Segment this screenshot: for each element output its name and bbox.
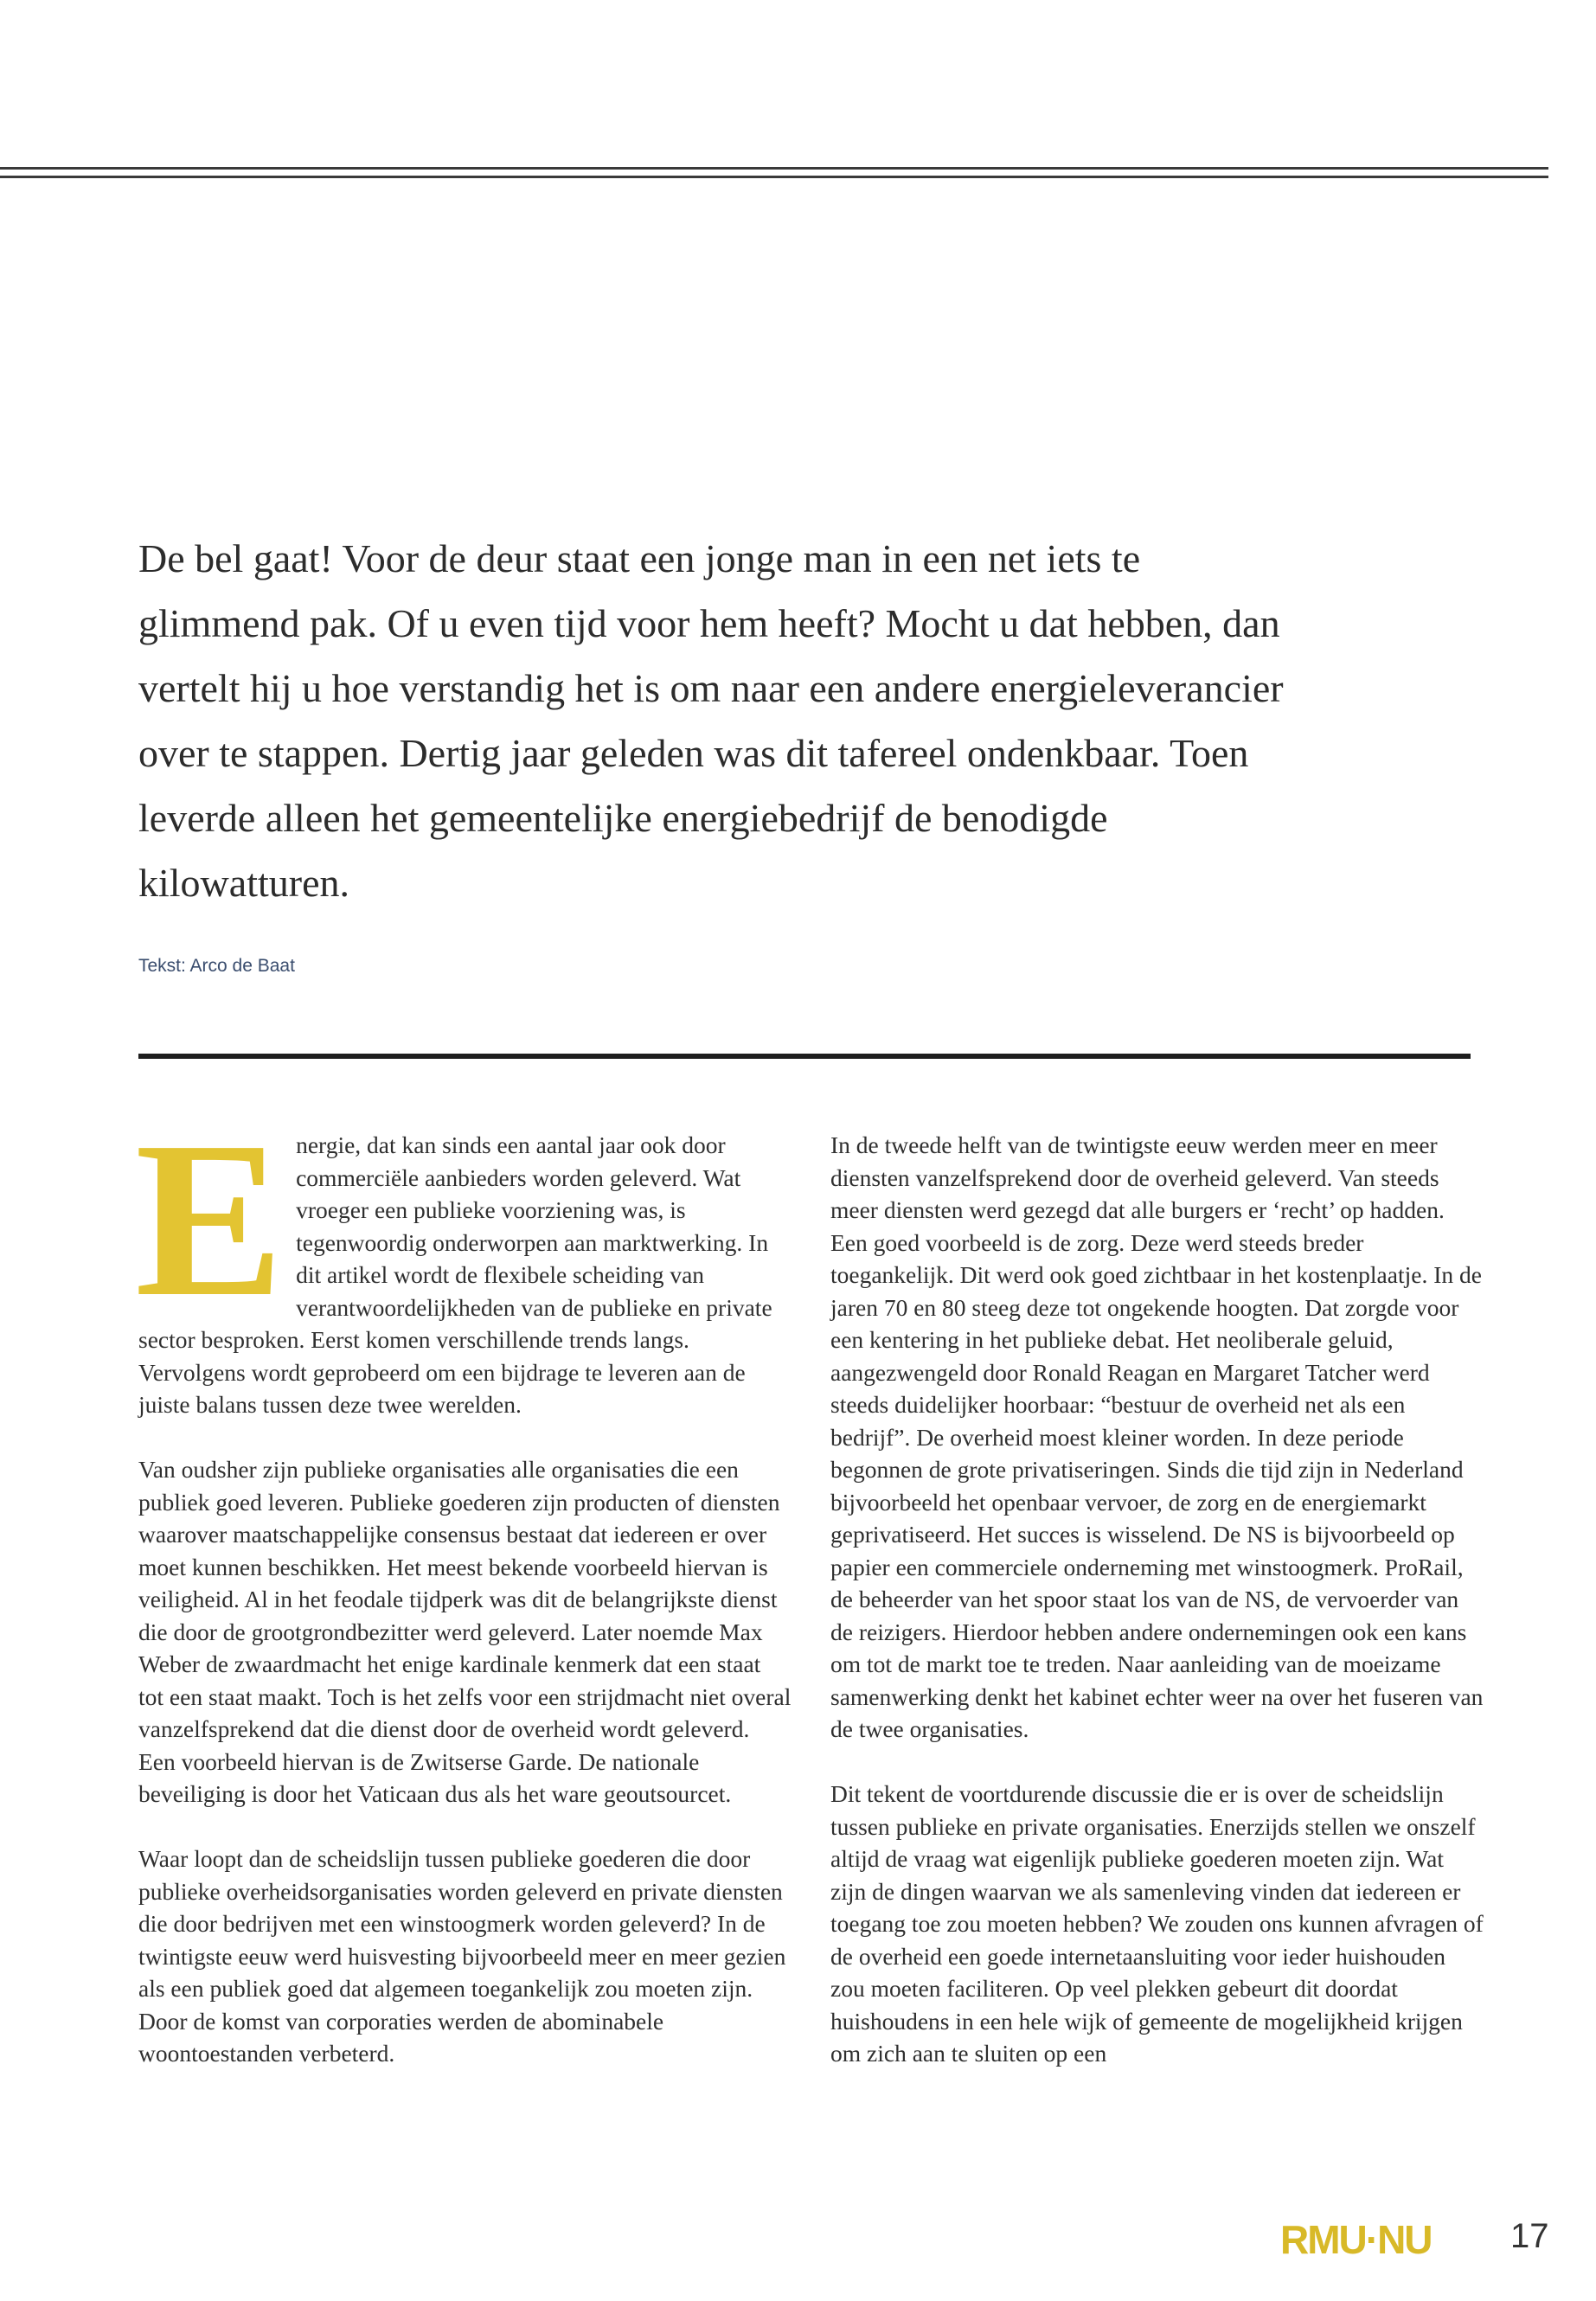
header-rule-top (0, 167, 1548, 170)
publication-logo: RMU·NU (1280, 2217, 1432, 2262)
section-divider (138, 1054, 1471, 1059)
page-number: 17 (1510, 2217, 1549, 2255)
header-rule-bottom (0, 176, 1548, 178)
byline: Tekst: Arco de Baat (138, 956, 295, 976)
intro-paragraph: De bel gaat! Voor de deur staat een jonge man in een net iets te glimmend pak. Of u even tijd voor hem heeft? Mocht u dat hebben, dan vertelt hij u hoe verstandig het is om naar een andere energieleverancier over te stappen. Dertig jaar geleden was dit tafereel ondenkbaar. Toen leverde alleen het gemeentelijke energiebedrijf de benodigde kilowatturen. (138, 536, 1284, 905)
opening-paragraph (135, 1095, 792, 1421)
opening-paragraph-text: nergie, dat kan sinds een aantal jaar ook door commerciële aanbieders worden geleverd. Wat vroeger een publieke voorziening was, is tegenwoordig onderworpen aan marktwerking. In dit artikel wordt de flexibele scheiding van verantwoordelijkheden van de publieke en private sector besproken. Eerst komen verschillende trends langs. Vervolgens wordt geprobeerd om een bijdrage te leveren aan de juiste balans tussen deze twee werelden. (138, 1131, 772, 1418)
body-paragraph: Dit tekent de voortdurende discussie die er is over de scheidslijn tussen publieke en private organisaties. Enerzijds stellen we onszelf altijd de vraag wat eigenlijk publieke goederen moeten zijn. Wat zijn de dingen waarvan we als samenleving vinden dat iedereen er toegang toe zou moeten hebben? We zouden ons kunnen afvragen of de overheid een goede internetaansluiting voor ieder huishouden zou moeten faciliteren. Op veel plekken gebeurt dit doordat huishoudens in een hele wijk of gemeente de mogelijkheid krijgen om zich aan te sluiten op een (830, 1780, 1484, 2067)
drop-cap: E (135, 1095, 285, 1343)
body-paragraph: Van oudsher zijn publieke organisaties alle organisaties die een publiek goed leveren. Publieke goederen zijn producten of diensten waarover maatschappelijke consensus bestaat dat iedereen er over moet kunnen beschikken. Het meest bekende voorbeeld hiervan is veiligheid. Al in het feodale tijdperk was dit de belangrijkste dienst die door de grootgrondbezitter werd geleverd. Later noemde Max Weber de zwaardmacht het enige kardinale kenmerk dat een staat tot een staat maakt. Toch is het zelfs voor een strijdmacht niet overal vanzelfsprekend dat die dienst door de overheid wordt geleverd. Een voorbeeld hiervan is de Zwitserse Garde. De nationale beveiliging is door het Vaticaan dus als het ware geoutsourcet. (138, 1456, 792, 1807)
body-paragraph: Waar loopt dan de scheidslijn tussen publieke goederen die door publieke overheidsorganisaties worden geleverd en private diensten die door bedrijven met een winstoogmerk worden geleverd? In de twintigste eeuw werd huisvesting bijvoorbeeld meer en meer gezien als een publiek goed dat algemeen toegankelijk zou moeten zijn. Door de komst van corporaties werden de abominabele woontoestanden verbeterd. (138, 1845, 786, 2067)
right-column (830, 1129, 1484, 2070)
body-paragraph: In de tweede helft van de twintigste eeuw werden meer en meer diensten vanzelfsprekend door de overheid geleverd. Van steeds meer diensten werd gezegd dat alle burgers er ‘recht’ op hadden. Een goed voorbeeld is de zorg. Deze werd steeds breder toegankelijk. Dit werd ook goed zichtbaar in het kostenplaatje. In de jaren 70 en 80 steeg deze tot ongekende hoogten. Dat zorgde voor een kentering in het publieke debat. Het neoliberale geluid, aangezwengeld door Ronald Reagan en Margaret Tatcher werd steeds duidelijker hoorbaar: “bestuur de overheid net als een bedrijf”. De overheid moest kleiner worden. In deze periode begonnen de grote privatiseringen. Sinds die tijd zijn in Nederland bijvoorbeeld het openbaar vervoer, de zorg en de energiemarkt geprivatiseerd. Het succes is wisselend. De NS is bijvoorbeeld op papier een commerciele onderneming met winstoogmerk. ProRail, de beheerder van het spoor staat los van de NS, de vervoerder van de reizigers. Hierdoor hebben andere ondernemingen ook een kans om tot de markt toe te treden. Naar aanleiding van de moeizame samenwerking denkt het kabinet echter weer na over het fuseren van de twee organisaties. (830, 1131, 1484, 1742)
left-column (135, 1095, 792, 2070)
